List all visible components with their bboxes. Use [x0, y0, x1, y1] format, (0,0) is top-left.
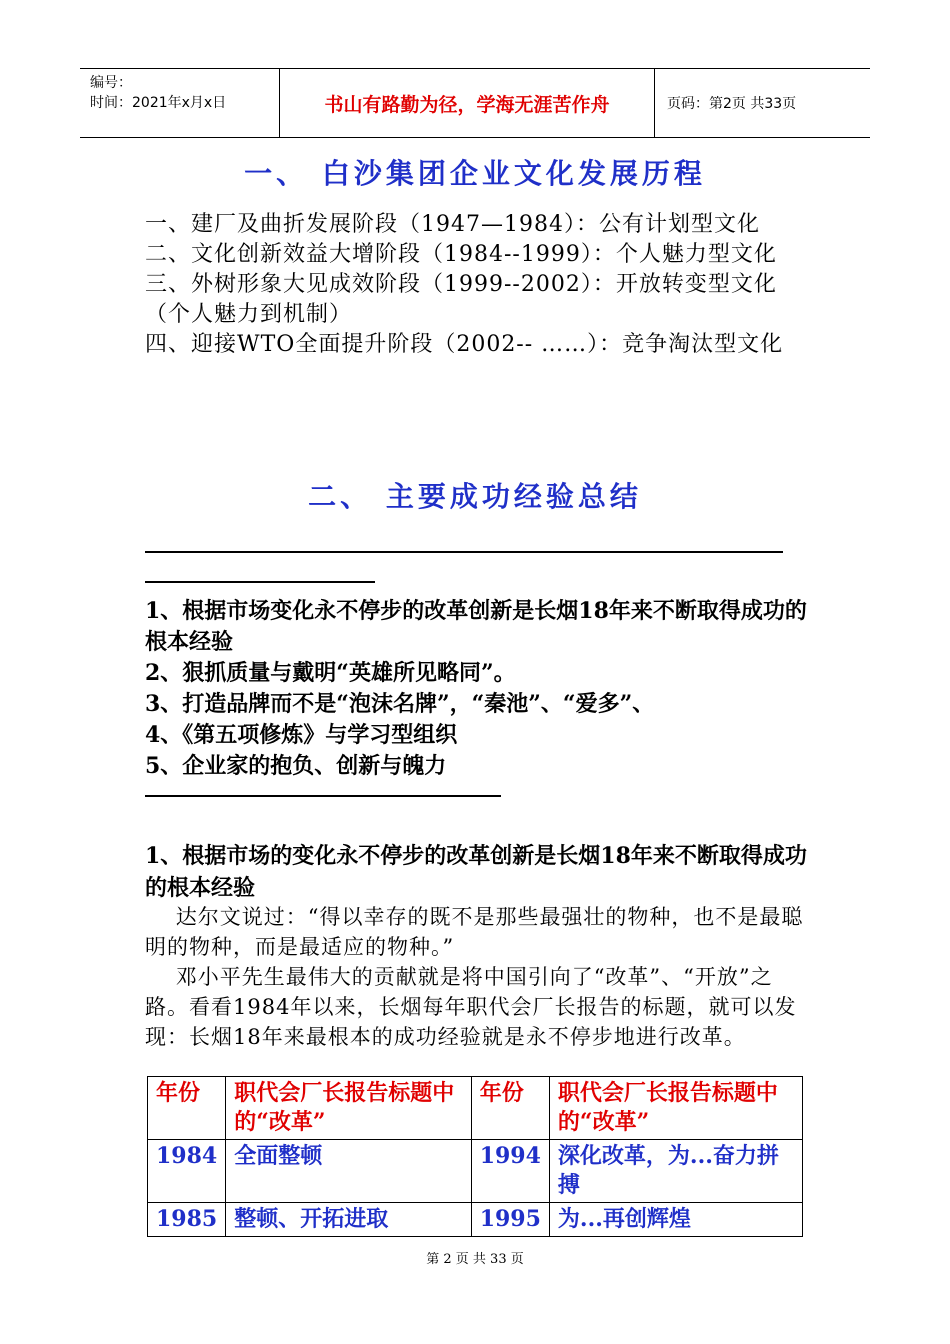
- table-cell: 整顿、开拓进取: [226, 1203, 471, 1237]
- table-cell: 1984: [148, 1140, 226, 1203]
- header-page-info: 页码：第2页 共33页: [667, 96, 797, 112]
- darwin-quote: 达尔文说过：“得以幸存的既不是那些最强壮的物种，也不是最聪明的物种，而是最适应的物种。”: [145, 905, 804, 959]
- table-cell: 1995: [471, 1203, 549, 1237]
- page-footer: 第 2 页 共 33 页: [426, 1252, 524, 1267]
- table-header-cell: 职代会厂长报告标题中的“改革”: [226, 1077, 471, 1140]
- number-label: 编号：: [90, 75, 132, 91]
- section2-title: 二、 主要成功经验总结: [308, 480, 642, 513]
- divider-line: [145, 581, 375, 583]
- report-table: [147, 1076, 803, 1237]
- header-motto: 书山有路勤为径，学海无涯苦作舟: [280, 69, 655, 137]
- section1-title: 一、 白沙集团企业文化发展历程: [244, 157, 706, 190]
- table-header-row: [148, 1077, 803, 1140]
- table-header-cell: 职代会厂长报告标题中的“改革”: [549, 1077, 802, 1140]
- table-row: [148, 1203, 803, 1237]
- time-label: 时间：2021年x月x日: [90, 95, 227, 111]
- divider-line: [145, 551, 783, 553]
- table-header-cell: 年份: [148, 1077, 226, 1140]
- experience-item: 5、企业家的抱负、创新与魄力: [145, 753, 447, 779]
- body-text: [145, 902, 810, 1052]
- table-cell: 深化改革，为...奋力拼搏: [549, 1140, 802, 1203]
- stage-item: 一、建厂及曲折发展阶段（1947—1984）：公有计划型文化: [145, 212, 760, 237]
- experience-item: 2、狠抓质量与戴明“英雄所见略同”。: [145, 660, 516, 686]
- deng-paragraph: 邓小平先生最伟大的贡献就是将中国引向了“改革”、“开放”之路。看看1984年以来，长烟每年职代会厂长报告的标题，就可以发现：长烟18年来最根本的成功经验就是永不停步地进行改革。: [145, 965, 797, 1049]
- experience-item: 3、打造品牌而不是“泡沫名牌”，“秦池”、“爱多”、: [145, 691, 655, 717]
- table-row: [148, 1140, 803, 1203]
- stage-item: 三、外树形象大见成效阶段（1999--2002）：开放转变型文化（个人魅力到机制）: [145, 272, 777, 327]
- experience-item: 1、根据市场变化永不停步的改革创新是长烟18年来不断取得成功的根本经验: [145, 598, 807, 655]
- table-header-cell: 年份: [471, 1077, 549, 1140]
- experience-item: 4、《第五项修炼》与学习型组织: [145, 722, 458, 748]
- table-cell: 全面整顿: [226, 1140, 471, 1203]
- table-cell: 1994: [471, 1140, 549, 1203]
- divider-line: [145, 795, 501, 797]
- page-header: [80, 68, 870, 138]
- stage-item: 四、迎接WTO全面提升阶段（2002-- ……）：竞争淘汰型文化: [145, 332, 784, 357]
- table-cell: 为...再创辉煌: [549, 1203, 802, 1237]
- experience-list: [145, 596, 810, 782]
- header-meta: [80, 69, 280, 137]
- table-cell: 1985: [148, 1203, 226, 1237]
- stage-list: [145, 210, 810, 360]
- subsection-heading: 1、根据市场的变化永不停步的改革创新是长烟18年来不断取得成功的根本经验: [145, 843, 807, 901]
- stage-item: 二、文化创新效益大增阶段（1984--1999）：个人魅力型文化: [145, 242, 777, 267]
